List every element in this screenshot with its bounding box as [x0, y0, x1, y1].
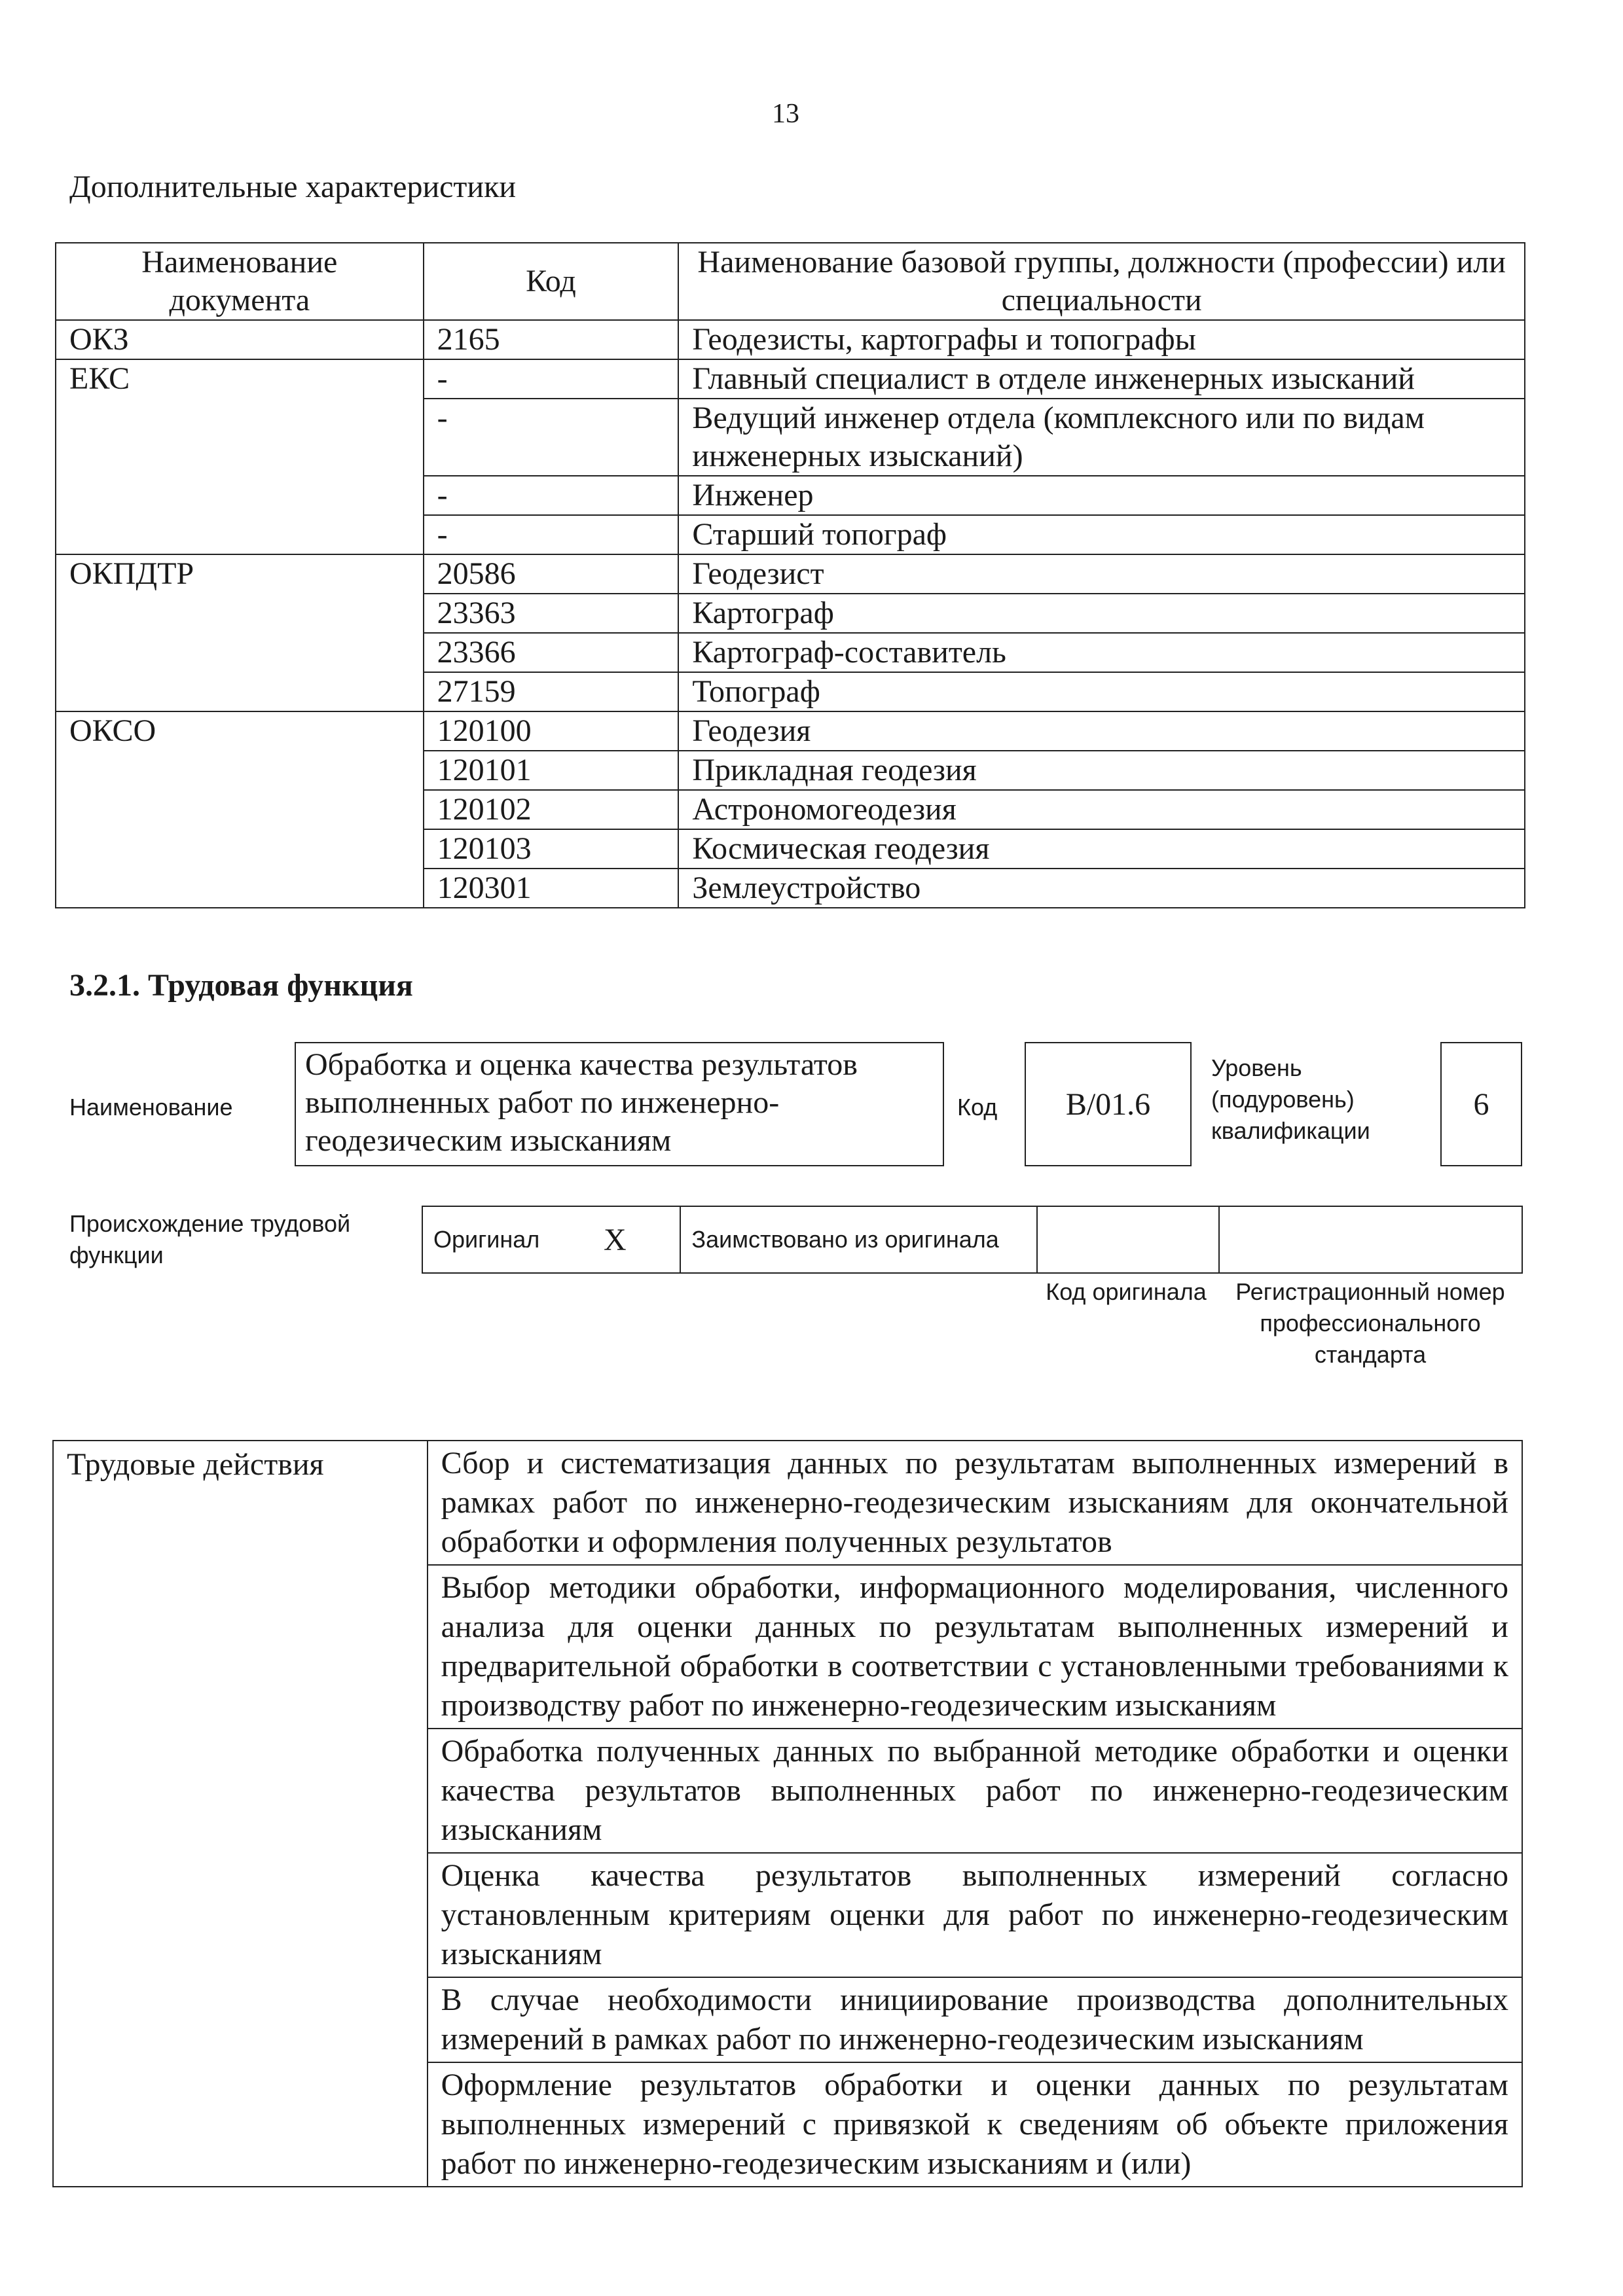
header-code: Код	[424, 243, 679, 320]
level-value-box: 6	[1440, 1042, 1522, 1166]
row-code: 120101	[424, 751, 679, 790]
row-name: Старший топограф	[678, 515, 1525, 554]
table-row	[56, 399, 1525, 476]
page-number: 13	[772, 99, 799, 129]
row-doc	[56, 672, 424, 711]
row-name: Инженер	[678, 476, 1525, 515]
section-title: Дополнительные характеристики	[69, 170, 517, 204]
labor-action-item: Обработка полученных данных по выбранной методике обработки и оценки качества результатов выполненных работ по инженерно-геодезическим изысканиям	[428, 1729, 1522, 1853]
table-row	[56, 320, 1525, 359]
row-code: 2165	[424, 320, 679, 359]
origin-label: Происхождение трудовой функции	[69, 1210, 351, 1268]
row-code: -	[424, 359, 679, 399]
borrowed-label: Заимствовано из оригинала	[680, 1206, 1036, 1273]
origin-row	[422, 1206, 1522, 1273]
row-code: 23363	[424, 594, 679, 633]
row-name: Космическая геодезия	[678, 829, 1525, 869]
row-doc: ЕКС	[56, 359, 424, 399]
row-doc: ОКСО	[56, 711, 424, 751]
row-doc: ОКЗ	[56, 320, 424, 359]
function-code-box: B/01.6	[1025, 1042, 1192, 1166]
table-row	[53, 1441, 1522, 1565]
labor-action-item: Выбор методики обработки, информационного моделирования, численного анализа для оценки данных по результатам выполненных измерений и предварительной обработки в соответствии с установленными требованиями к производству работ по инженерно-геодезическим изысканиям	[428, 1565, 1522, 1729]
table-row	[56, 711, 1525, 751]
row-name: Геодезисты, картографы и топографы	[678, 320, 1525, 359]
labor-actions-label: Трудовые действия	[53, 1441, 428, 2187]
row-code: -	[424, 476, 679, 515]
function-name-box: Обработка и оценка качества результатов выполненных работ по инженерно-геодезическим изысканиям	[295, 1042, 944, 1166]
labor-action-item: Сбор и систематизация данных по результатам выполненных измерений в рамках работ по инженерно-геодезическим изысканиям для окончательной обработки и оформления полученных результатов	[428, 1441, 1522, 1565]
row-doc	[56, 829, 424, 869]
table-row	[56, 751, 1525, 790]
row-doc	[56, 790, 424, 829]
row-code: 120301	[424, 869, 679, 908]
row-code: 27159	[424, 672, 679, 711]
row-code: 20586	[424, 554, 679, 594]
table-row	[56, 672, 1525, 711]
labor-function-title: 3.2.1. Трудовая функция	[69, 968, 413, 1003]
code-original-caption: Код оригинала	[1046, 1278, 1207, 1305]
row-name: Главный специалист в отделе инженерных изысканий	[678, 359, 1525, 399]
table-row	[56, 633, 1525, 672]
row-name: Прикладная геодезия	[678, 751, 1525, 790]
header-name: Наименование базовой группы, должности (профессии) или специальности	[678, 243, 1525, 320]
labor-actions-table	[52, 1440, 1523, 2187]
row-doc: ОКПДТР	[56, 554, 424, 594]
labor-action-item: Оформление результатов обработки и оценки данных по результатам выполненных измерений с привязкой к сведениям об объекте приложения работ по инженерно-геодезическим изысканиям и (или)	[428, 2062, 1522, 2187]
name-label: Наименование	[69, 1094, 233, 1121]
header-document: Наименование документа	[56, 243, 424, 320]
table-row	[56, 515, 1525, 554]
original-mark: X	[550, 1206, 680, 1273]
row-code: 120100	[424, 711, 679, 751]
original-label: Оригинал	[422, 1206, 550, 1273]
row-doc	[56, 869, 424, 908]
row-name: Астрономогеодезия	[678, 790, 1525, 829]
characteristics-table	[55, 242, 1525, 908]
labor-action-item: Оценка качества результатов выполненных измерений согласно установленным критериям оценки для работ по инженерно-геодезическим изысканиям	[428, 1853, 1522, 1977]
labor-action-item: В случае необходимости инициирование производства дополнительных измерений в рамках работ по инженерно-геодезическим изысканиям	[428, 1977, 1522, 2062]
row-code: -	[424, 515, 679, 554]
row-doc	[56, 633, 424, 672]
row-doc	[56, 594, 424, 633]
row-code: 120102	[424, 790, 679, 829]
table-row	[56, 829, 1525, 869]
row-doc	[56, 751, 424, 790]
row-doc	[56, 515, 424, 554]
row-name: Картограф-составитель	[678, 633, 1525, 672]
row-name: Картограф	[678, 594, 1525, 633]
table-row	[56, 554, 1525, 594]
table-row	[56, 869, 1525, 908]
row-name: Геодезист	[678, 554, 1525, 594]
row-name: Землеустройство	[678, 869, 1525, 908]
row-code: -	[424, 399, 679, 476]
row-name: Ведущий инженер отдела (комплексного или по видам инженерных изысканий)	[678, 399, 1525, 476]
table-row	[56, 790, 1525, 829]
row-name: Геодезия	[678, 711, 1525, 751]
level-label: Уровень (подуровень) квалификации	[1211, 1054, 1370, 1144]
table-row	[56, 476, 1525, 515]
table-row	[56, 594, 1525, 633]
registration-number-cell	[1219, 1206, 1522, 1273]
original-code-cell	[1037, 1206, 1219, 1273]
row-code: 23366	[424, 633, 679, 672]
registration-number-caption: Регистрационный номер профессионального стандарта	[1235, 1278, 1505, 1368]
code-label: Код	[957, 1094, 998, 1121]
row-doc	[56, 399, 424, 476]
table-header-row	[56, 243, 1525, 320]
row-code: 120103	[424, 829, 679, 869]
table-row	[56, 359, 1525, 399]
row-name: Топограф	[678, 672, 1525, 711]
origin-table	[422, 1206, 1523, 1274]
row-doc	[56, 476, 424, 515]
